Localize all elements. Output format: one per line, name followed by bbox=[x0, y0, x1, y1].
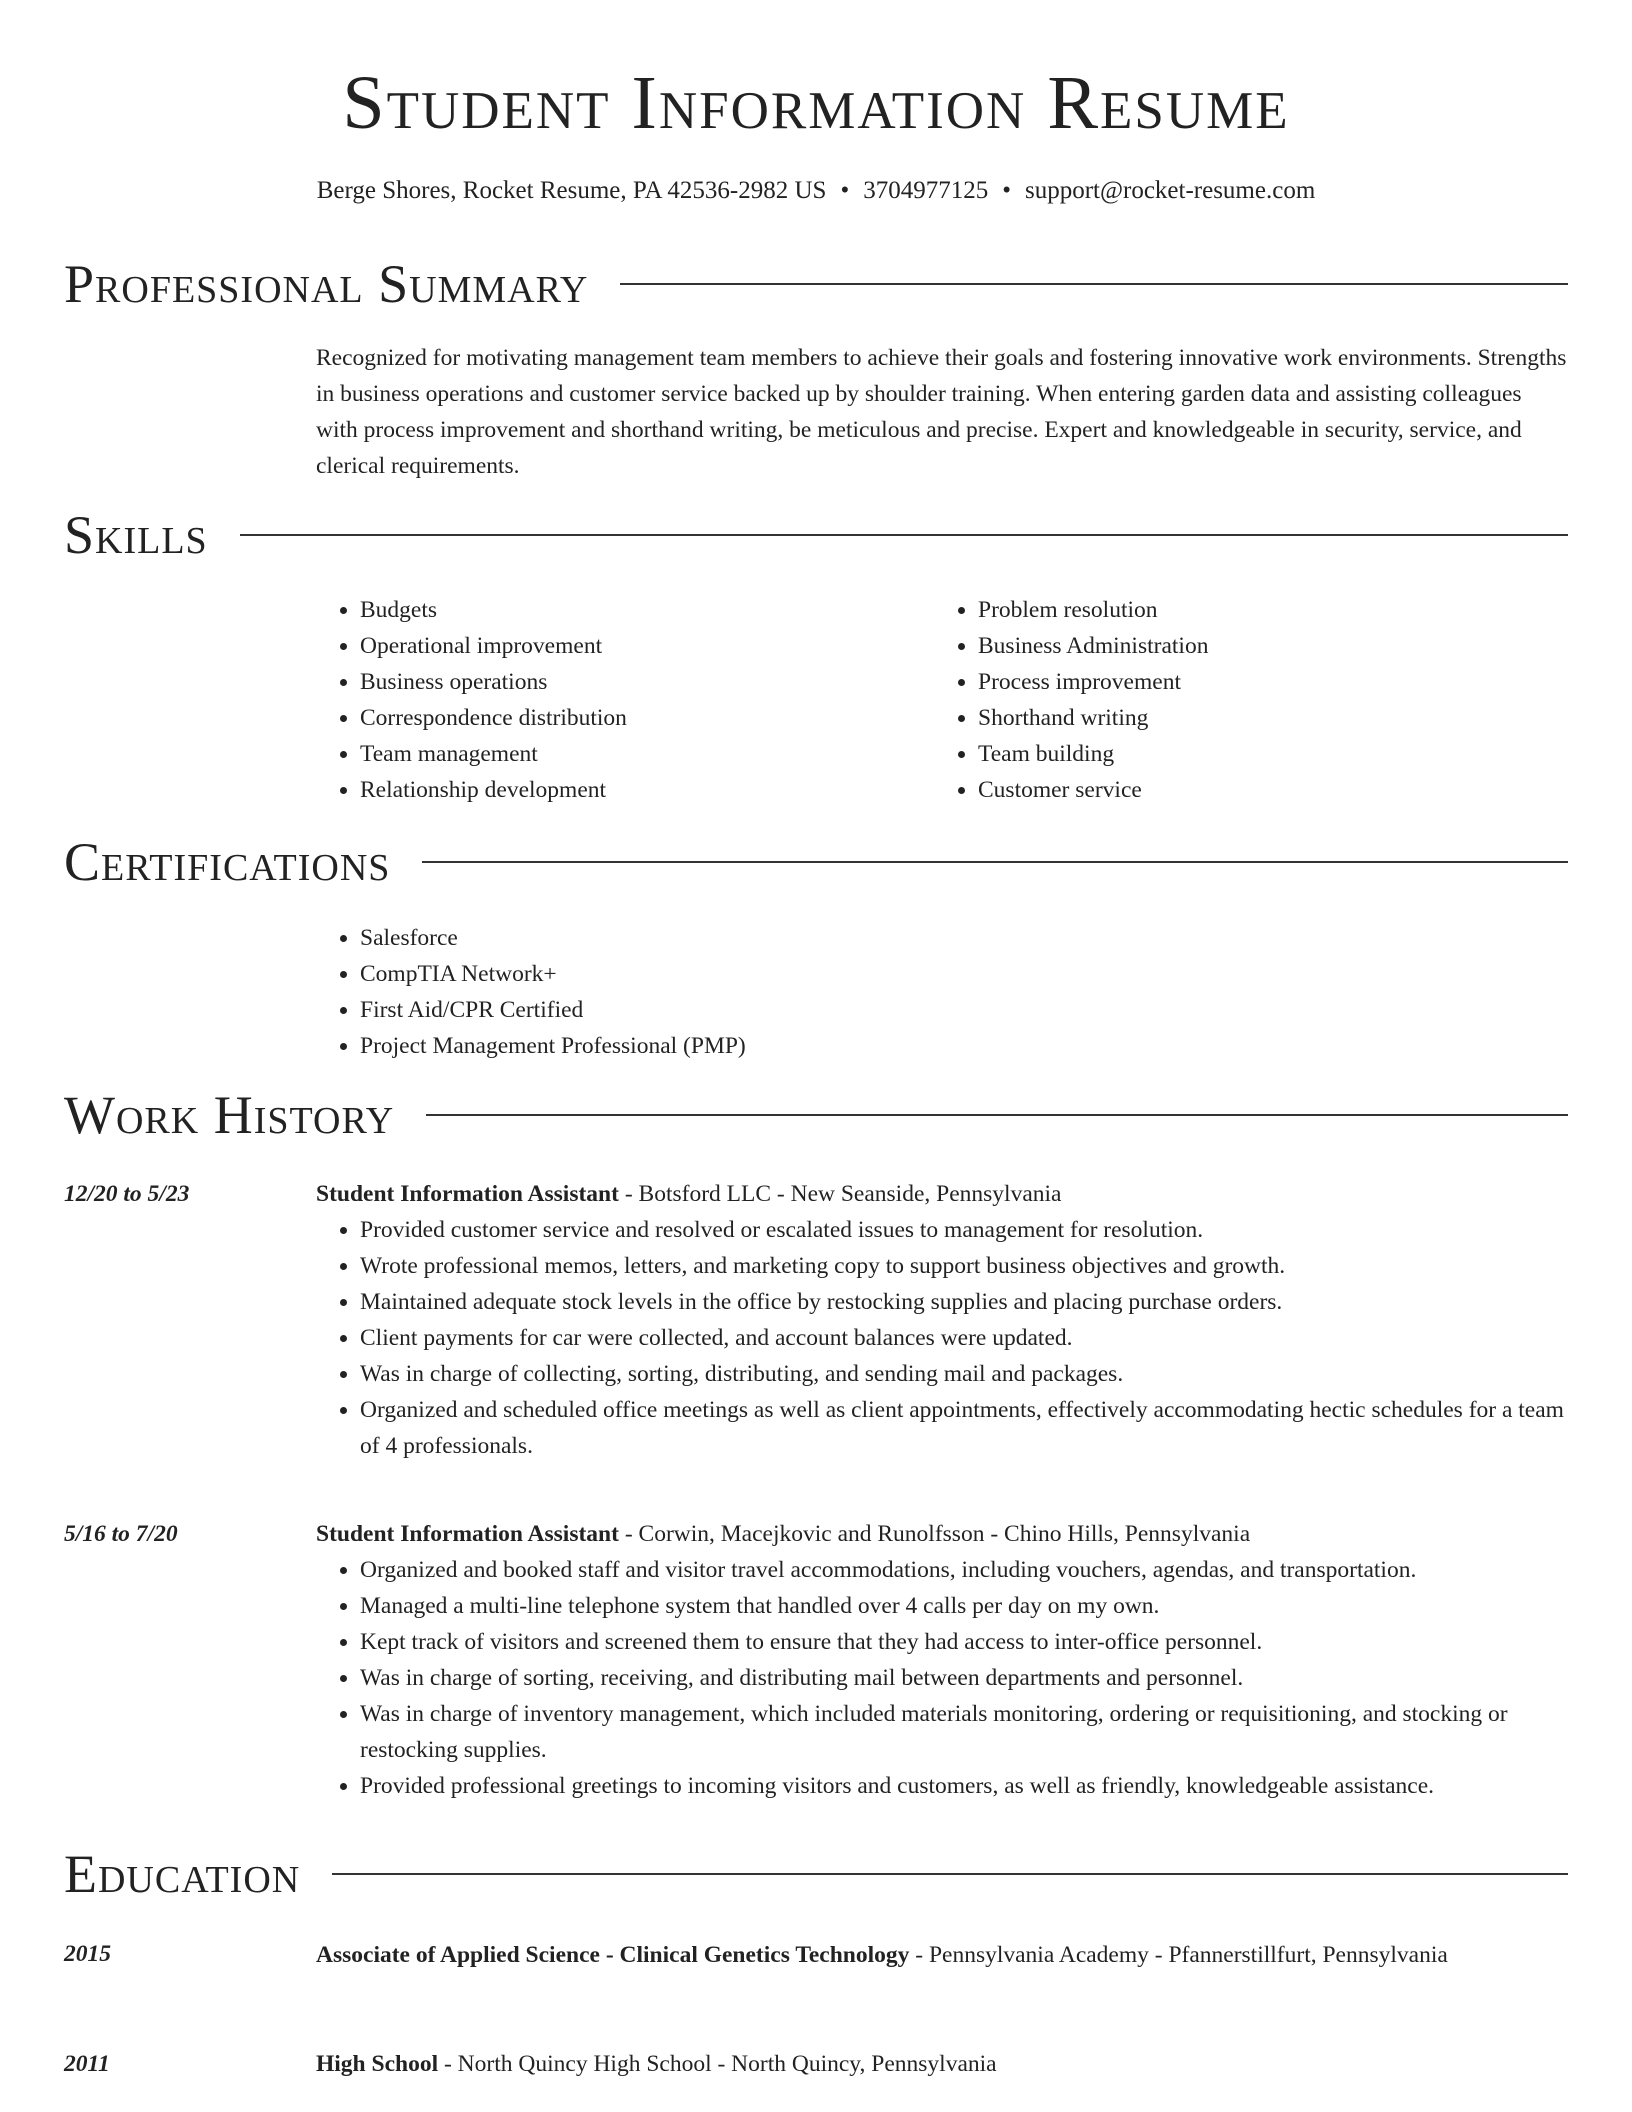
education-degree: High School bbox=[316, 2051, 439, 2077]
skill-item: • Process improvement bbox=[978, 664, 1552, 700]
contact-separator: • bbox=[1002, 177, 1011, 204]
section-header-certifications bbox=[64, 830, 1568, 894]
skill-item: • Customer service bbox=[978, 772, 1552, 808]
skill-item: • Relationship development bbox=[360, 772, 934, 808]
skill-item: • Budgets bbox=[360, 592, 934, 628]
summary-text: Recognized for motivating management team members to achieve their goals and fostering innovative work environments. Strengths in business operations and customer service backed up by shoulder training. When entering garden data and assisting colleagues with process improvement and shorthand writing, be meticulous and precise. Expert and knowledgeable in security, service, and clerical requirements. bbox=[316, 345, 1567, 479]
skill-item: • Shorthand writing bbox=[978, 700, 1552, 736]
job-bullet: • Provided customer service and resolved or escalated issues to management for resolution. bbox=[360, 1212, 1568, 1248]
job-employer: - Corwin, Macejkovic and Runolfsson - Chino Hills, Pennsylvania bbox=[618, 1521, 1251, 1547]
section-header-summary bbox=[64, 252, 1568, 316]
job-heading bbox=[316, 1176, 1568, 1212]
job-bullet: • Organized and scheduled office meetings as well as client appointments, effectively accommodating hectic schedules for a team of 4 professionals. bbox=[360, 1392, 1568, 1464]
job-entry bbox=[316, 1516, 1568, 1804]
job-bullet: • Was in charge of inventory management, which included materials monitoring, ordering or requisitioning, and stocking or restocking supplies. bbox=[360, 1696, 1568, 1768]
certification-item: • Project Management Professional (PMP) bbox=[360, 1028, 1568, 1064]
resume-title: Student Information Resume bbox=[342, 61, 1290, 145]
contact-email: support@rocket-resume.com bbox=[1024, 177, 1316, 204]
section-heading: Skills bbox=[64, 505, 208, 565]
job-bullets bbox=[316, 1552, 1568, 1804]
contact-line bbox=[0, 174, 1632, 208]
skills-column-left bbox=[316, 592, 934, 808]
job-bullet: • Provided professional greetings to incoming visitors and customers, as well as friendly, knowledgeable assistance. bbox=[360, 1768, 1568, 1804]
contact-address: Berge Shores, Rocket Resume, PA 42536-2982 US bbox=[316, 177, 827, 204]
certification-item: • CompTIA Network+ bbox=[360, 956, 1568, 992]
job-bullet: • Kept track of visitors and screened them to ensure that they had access to inter-office personnel. bbox=[360, 1624, 1568, 1660]
section-divider bbox=[332, 1873, 1568, 1875]
job-bullets bbox=[316, 1212, 1568, 1464]
job-dates: 12/20 to 5/23 bbox=[64, 1181, 190, 1207]
skill-item: • Correspondence distribution bbox=[360, 700, 934, 736]
job-bullet: • Wrote professional memos, letters, and marketing copy to support business objectives and growth. bbox=[360, 1248, 1568, 1284]
skill-item: • Business operations bbox=[360, 664, 934, 700]
job-bullet: • Maintained adequate stock levels in the office by restocking supplies and placing purchase orders. bbox=[360, 1284, 1568, 1320]
education-degree: Associate of Applied Science - Clinical Genetics Technology bbox=[316, 1942, 910, 1968]
section-divider bbox=[426, 1114, 1568, 1116]
skill-item: • Business Administration bbox=[978, 628, 1552, 664]
education-year: 2015 bbox=[64, 1941, 111, 1967]
section-header-education bbox=[64, 1842, 1568, 1906]
education-entry bbox=[316, 1936, 1568, 1974]
section-header-skills bbox=[64, 503, 1568, 567]
job-bullet: • Managed a multi-line telephone system that handled over 4 calls per day on my own. bbox=[360, 1588, 1568, 1624]
skill-item: • Team building bbox=[978, 736, 1552, 772]
contact-phone: 3704977125 bbox=[863, 177, 989, 204]
section-header-work-history bbox=[64, 1083, 1568, 1147]
section-divider bbox=[422, 861, 1568, 863]
section-divider bbox=[240, 534, 1568, 536]
certification-item: • First Aid/CPR Certified bbox=[360, 992, 1568, 1028]
job-bullet: • Organized and booked staff and visitor travel accommodations, including vouchers, agendas, and transportation. bbox=[360, 1552, 1568, 1588]
certification-item: • Salesforce bbox=[360, 920, 1568, 956]
skills-column-right bbox=[934, 592, 1552, 808]
section-heading: Education bbox=[64, 1844, 301, 1904]
job-bullet: • Client payments for car were collected, and account balances were updated. bbox=[360, 1320, 1568, 1356]
education-school: - North Quincy High School - North Quincy, Pennsylvania bbox=[438, 2051, 997, 2077]
job-title: Student Information Assistant bbox=[316, 1521, 619, 1547]
job-dates: 5/16 to 7/20 bbox=[64, 1521, 178, 1547]
job-title: Student Information Assistant bbox=[316, 1181, 619, 1207]
section-heading: Professional Summary bbox=[64, 254, 589, 314]
education-school: - Pennsylvania Academy - Pfannerstillfurt, Pennsylvania bbox=[909, 1942, 1448, 1968]
skill-item: • Team management bbox=[360, 736, 934, 772]
skill-item: • Operational improvement bbox=[360, 628, 934, 664]
education-entry bbox=[316, 2046, 1568, 2082]
certifications-list bbox=[316, 920, 1568, 1064]
contact-separator: • bbox=[840, 177, 850, 204]
section-divider bbox=[620, 283, 1568, 285]
section-heading: Certifications bbox=[64, 832, 391, 892]
job-bullet: • Was in charge of collecting, sorting, distributing, and sending mail and packages. bbox=[360, 1356, 1568, 1392]
section-heading: Work History bbox=[64, 1085, 395, 1145]
education-year: 2011 bbox=[64, 2051, 110, 2077]
job-bullet: • Was in charge of sorting, receiving, and distributing mail between departments and personnel. bbox=[360, 1660, 1568, 1696]
skills-list bbox=[316, 592, 1568, 808]
job-heading bbox=[316, 1516, 1568, 1552]
job-employer: - Botsford LLC - New Seanside, Pennsylvania bbox=[618, 1181, 1062, 1207]
job-entry bbox=[316, 1176, 1568, 1464]
skill-item: • Problem resolution bbox=[978, 592, 1552, 628]
